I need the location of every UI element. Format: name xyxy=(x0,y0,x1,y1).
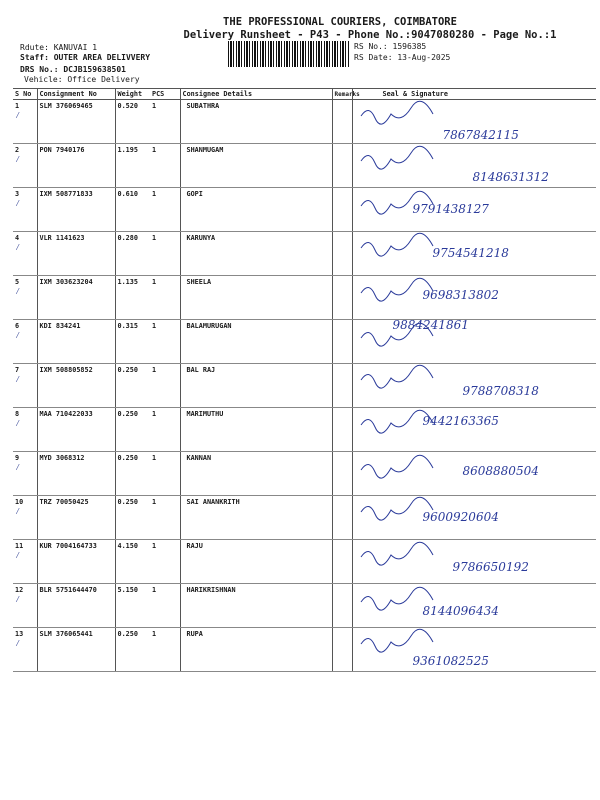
cell-signature xyxy=(352,452,596,496)
sno: 2 xyxy=(15,146,20,154)
cell-consignee: BAL RAJ xyxy=(180,364,332,408)
cell-weight: 0.250 xyxy=(115,364,150,408)
cell-pcs: 1 xyxy=(150,276,180,320)
table-row xyxy=(13,276,596,320)
cell-consignment: KUR 7004164733 xyxy=(37,540,115,584)
sno: 11 xyxy=(15,542,24,550)
cell-pcs: 1 xyxy=(150,408,180,452)
cell-remarks xyxy=(332,584,352,628)
cell-weight: 4.150 xyxy=(115,540,150,584)
col-signature: Seal & Signature xyxy=(352,89,596,100)
table-row xyxy=(13,628,596,672)
cell-remarks xyxy=(332,320,352,364)
handwritten-phone: 8144096434 xyxy=(422,604,499,618)
cell-signature xyxy=(352,320,596,364)
check-mark-icon: ⁄ xyxy=(15,463,21,473)
col-consignment: Consignment No xyxy=(37,89,115,100)
cell-sno xyxy=(13,144,37,188)
cell-pcs: 1 xyxy=(150,628,180,672)
cell-pcs: 1 xyxy=(150,232,180,276)
cell-consignee: MARIMUTHU xyxy=(180,408,332,452)
table-row xyxy=(13,188,596,232)
cell-consignee: SHANMUGAM xyxy=(180,144,332,188)
rs-number: RS No.: 1596385 xyxy=(354,42,427,51)
cell-consignee: SHEELA xyxy=(180,276,332,320)
cell-consignment: IXM 508805852 xyxy=(37,364,115,408)
cell-signature xyxy=(352,232,596,276)
cell-consignment: MYD 3068312 xyxy=(37,452,115,496)
table-row xyxy=(13,540,596,584)
check-mark-icon: ⁄ xyxy=(15,595,21,605)
sno: 3 xyxy=(15,190,20,198)
cell-consignment: BLR 5751644470 xyxy=(37,584,115,628)
check-mark-icon: ⁄ xyxy=(15,287,21,297)
cell-pcs: 1 xyxy=(150,540,180,584)
handwritten-phone: 9442163365 xyxy=(422,414,499,428)
table-row xyxy=(13,408,596,452)
cell-weight: 1.195 xyxy=(115,144,150,188)
cell-pcs: 1 xyxy=(150,320,180,364)
cell-weight: 1.135 xyxy=(115,276,150,320)
cell-sno xyxy=(13,452,37,496)
cell-consignment: TRZ 70050425 xyxy=(37,496,115,540)
handwritten-phone: 8148631312 xyxy=(472,170,549,184)
handwritten-phone: 9786650192 xyxy=(452,560,529,574)
vehicle: Vehicle: Office Delivery xyxy=(24,75,140,84)
cell-sno xyxy=(13,408,37,452)
cell-pcs: 1 xyxy=(150,188,180,232)
handwritten-phone: 9788708318 xyxy=(462,384,539,398)
handwritten-phone: 9600920604 xyxy=(422,510,499,524)
cell-remarks xyxy=(332,188,352,232)
handwritten-phone: 9698313802 xyxy=(422,288,499,302)
cell-remarks xyxy=(332,540,352,584)
check-mark-icon: ⁄ xyxy=(15,331,21,341)
cell-pcs: 1 xyxy=(150,496,180,540)
sno: 1 xyxy=(15,102,20,110)
cell-remarks xyxy=(332,364,352,408)
check-mark-icon: ⁄ xyxy=(15,155,21,165)
cell-sno xyxy=(13,584,37,628)
cell-weight: 0.280 xyxy=(115,232,150,276)
cell-pcs: 1 xyxy=(150,100,180,144)
cell-pcs: 1 xyxy=(150,364,180,408)
handwritten-phone: 9884241861 xyxy=(392,318,469,332)
cell-consignee: KARUNYA xyxy=(180,232,332,276)
cell-signature xyxy=(352,408,596,452)
sno: 9 xyxy=(15,454,20,462)
check-mark-icon: ⁄ xyxy=(15,243,21,253)
table-row xyxy=(13,584,596,628)
cell-sno xyxy=(13,628,37,672)
cell-weight: 0.315 xyxy=(115,320,150,364)
cell-weight: 0.250 xyxy=(115,452,150,496)
handwritten-phone: 9754541218 xyxy=(432,246,509,260)
col-consignee: Consignee Details xyxy=(180,89,332,100)
col-weight: Weight xyxy=(115,89,150,100)
cell-consignee: GOPI xyxy=(180,188,332,232)
cell-weight: 5.150 xyxy=(115,584,150,628)
cell-consignment: KDI 834241 xyxy=(37,320,115,364)
cell-pcs: 1 xyxy=(150,584,180,628)
cell-signature xyxy=(352,584,596,628)
signature-scribble xyxy=(357,146,467,180)
signature-scribble xyxy=(357,366,467,400)
handwritten-phone: 8608880504 xyxy=(462,464,539,478)
cell-consignment: SLM 376069465 xyxy=(37,100,115,144)
col-pcs: PCS xyxy=(150,89,180,100)
rs-date: RS Date: 13-Aug-2025 xyxy=(354,53,451,62)
cell-signature xyxy=(352,100,596,144)
sno: 6 xyxy=(15,322,20,330)
check-mark-icon: ⁄ xyxy=(15,111,21,121)
col-sno: S No xyxy=(13,89,37,100)
handwritten-phone: 9791438127 xyxy=(412,202,489,216)
table-header xyxy=(13,89,596,100)
cell-signature xyxy=(352,188,596,232)
route: Rdute: KANUVAI 1 xyxy=(20,43,98,52)
cell-consignment: SLM 376065441 xyxy=(37,628,115,672)
sno: 12 xyxy=(15,586,24,594)
cell-consignment: VLR 1141623 xyxy=(37,232,115,276)
table-row xyxy=(13,364,596,408)
cell-consignment: MAA 710422033 xyxy=(37,408,115,452)
check-mark-icon: ⁄ xyxy=(15,507,21,517)
cell-signature xyxy=(352,364,596,408)
cell-remarks xyxy=(332,408,352,452)
company-title: THE PROFESSIONAL COURIERS, COIMBATORE xyxy=(223,16,457,28)
col-remarks: Remarks xyxy=(332,89,352,100)
cell-weight: 0.250 xyxy=(115,496,150,540)
cell-weight: 0.250 xyxy=(115,628,150,672)
handwritten-phone: 7867842115 xyxy=(442,128,519,142)
sno: 13 xyxy=(15,630,24,638)
cell-pcs: 1 xyxy=(150,452,180,496)
cell-remarks xyxy=(332,232,352,276)
cell-weight: 0.520 xyxy=(115,100,150,144)
sno: 7 xyxy=(15,366,20,374)
sno: 10 xyxy=(15,498,24,506)
sno: 4 xyxy=(15,234,20,242)
runsheet-table xyxy=(13,88,596,672)
cell-signature xyxy=(352,144,596,188)
runsheet-subtitle: Delivery Runsheet - P43 - Phone No.:9047080280 - Page No.:1 xyxy=(183,29,557,41)
sno: 8 xyxy=(15,410,20,418)
cell-consignee: KANNAN xyxy=(180,452,332,496)
cell-consignee: RAJU xyxy=(180,540,332,584)
cell-remarks xyxy=(332,496,352,540)
cell-sno xyxy=(13,540,37,584)
handwritten-phone: 9361082525 xyxy=(412,654,489,668)
table-row xyxy=(13,232,596,276)
table-row xyxy=(13,144,596,188)
cell-sno xyxy=(13,496,37,540)
cell-sno xyxy=(13,232,37,276)
cell-consignee: SAI ANANKRITH xyxy=(180,496,332,540)
check-mark-icon: ⁄ xyxy=(15,639,21,649)
table-row xyxy=(13,100,596,144)
table-row xyxy=(13,496,596,540)
sno: 5 xyxy=(15,278,20,286)
cell-remarks xyxy=(332,144,352,188)
signature-scribble xyxy=(357,454,467,488)
cell-sno xyxy=(13,100,37,144)
drs-number: DRS No.: DCJB159638501 xyxy=(20,65,126,74)
cell-signature xyxy=(352,540,596,584)
cell-consignment: IXM 303623204 xyxy=(37,276,115,320)
cell-remarks xyxy=(332,628,352,672)
table-row xyxy=(13,320,596,364)
cell-consignee: HARIKRISHNAN xyxy=(180,584,332,628)
cell-signature xyxy=(352,276,596,320)
cell-sno xyxy=(13,320,37,364)
cell-weight: 0.610 xyxy=(115,188,150,232)
cell-sno xyxy=(13,364,37,408)
cell-remarks xyxy=(332,452,352,496)
cell-consignee: BALAMURUGAN xyxy=(180,320,332,364)
cell-sno xyxy=(13,276,37,320)
cell-consignment: IXM 508771833 xyxy=(37,188,115,232)
cell-weight: 0.250 xyxy=(115,408,150,452)
cell-sno xyxy=(13,188,37,232)
table-row xyxy=(13,452,596,496)
cell-signature xyxy=(352,628,596,672)
cell-remarks xyxy=(332,100,352,144)
check-mark-icon: ⁄ xyxy=(15,419,21,429)
cell-consignment: PON 7940176 xyxy=(37,144,115,188)
staff: Staff: OUTER AREA DELIVVERY xyxy=(20,53,151,62)
check-mark-icon: ⁄ xyxy=(15,199,21,209)
check-mark-icon: ⁄ xyxy=(15,375,21,385)
check-mark-icon: ⁄ xyxy=(15,551,21,561)
cell-signature xyxy=(352,496,596,540)
cell-remarks xyxy=(332,276,352,320)
signature-scribble xyxy=(357,542,467,576)
cell-consignee: SUBATHRA xyxy=(180,100,332,144)
cell-consignee: RUPA xyxy=(180,628,332,672)
cell-pcs: 1 xyxy=(150,144,180,188)
barcode xyxy=(228,41,350,67)
